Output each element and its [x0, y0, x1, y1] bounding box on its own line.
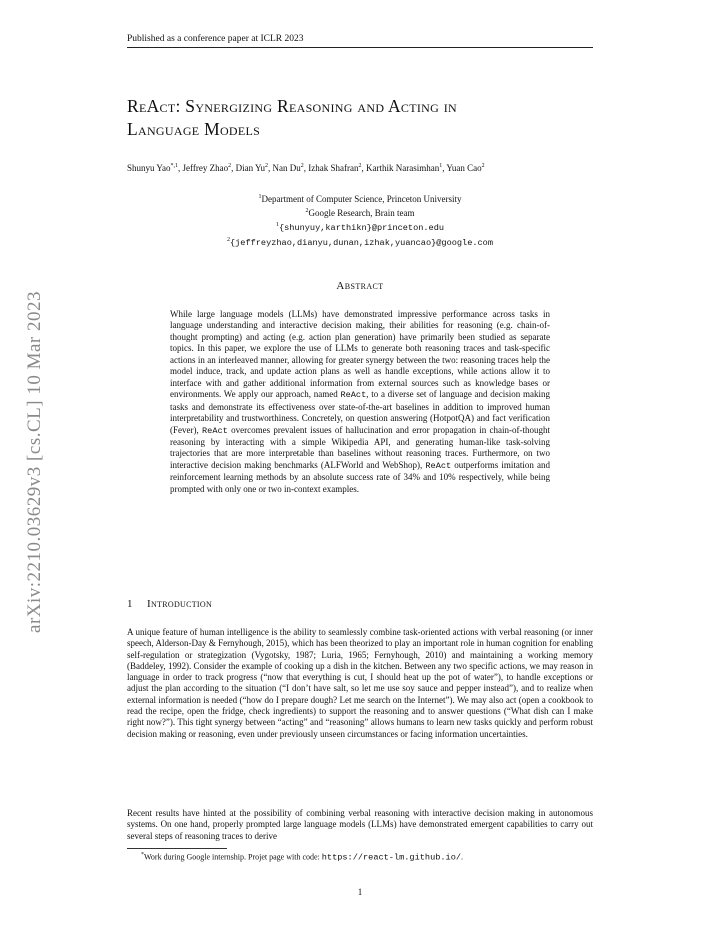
affiliation-princeton: $^1$Department of Computer Science, Princeton University	[258, 194, 462, 204]
project-link[interactable]: https://react-lm.github.io/	[321, 852, 462, 863]
intro-paragraph-1: A unique feature of human intelligence is the ability to seamlessly combine task-oriented actions with verbal reasoning (or inner speech, Alderson-Day & Fernyhough, 2015), which has been theorized to play an important role in human cognition for enabling self-regulation or strategization (Vygotsky, 1987; Luria, 1965; Fernyhough, 2010) and maintaining a working memory (Baddeley, 1992). Consider the example of cooking up a dish in the kitchen. Between any two specific actions, we may reason in language in order to track progress (“now that everything is cut, I should heat up the pot of water”), to handle exceptions or adjust the plan according to the situation (“I don’t have salt, so let me use soy sauce and pepper instead”), and to realize when external information is needed (“how do I prepare dough? Let me search on the Internet”). We may also act (open a cookbook to read the recipe, open the fridge, check ingredients) to support the reasoning and to answer questions (“What dish can I make right now?”). This tight synergy between “acting” and “reasoning” allows humans to learn new tasks quickly and perform robust decision making or reasoning, even under previously unseen circumstances or facing information uncertainties.	[127, 627, 593, 739]
react-code: ReAct	[202, 425, 228, 436]
author: Karthik Narasimhan$^1$	[365, 163, 443, 173]
running-header: Published as a conference paper at ICLR 2023	[127, 34, 593, 48]
author: Yuan Cao$^2$	[446, 163, 485, 173]
section-number: 1	[127, 598, 133, 610]
author: Nan Du$^2$	[272, 163, 304, 173]
title-line-2: Language Models	[127, 119, 261, 139]
title-line-1: ReAct: Synergizing Reasoning and Acting in	[127, 96, 458, 116]
footnote: *Work during Google internship. Projet page with code: https://react-lm.github.io/.	[141, 852, 464, 863]
page-number: 1	[357, 887, 363, 897]
abstract-heading: Abstract	[336, 280, 384, 292]
react-code: ReAct	[425, 460, 452, 471]
arxiv-stamp-text: arXiv:2210.03629v3 [cs.CL] 10 Mar 2023	[24, 291, 45, 633]
react-code: ReAct	[340, 390, 367, 401]
author: Izhak Shafran$^2$	[308, 163, 362, 173]
author-list: Shunyu Yao$^{*,1}$, Jeffrey Zhao$^2$, Dian Yu$^2$, Nan Du$^2$, Izhak Shafran$^2$, Karthik Narasimhan$^1$, Yuan Cao$^2$	[127, 163, 485, 173]
author: Shunyu Yao$^{*,1}$	[127, 163, 179, 173]
email-google: $^2${jeffreyzhao,dianyu,dunan,izhak,yuancao}@google.com	[226, 237, 493, 248]
footnote-rule	[127, 848, 227, 849]
affiliation-google: $^2$Google Research, Brain team	[305, 208, 415, 218]
paper-title	[127, 95, 597, 141]
author: Jeffrey Zhao$^2$	[182, 163, 232, 173]
author: Dian Yu$^2$	[235, 163, 268, 173]
abstract-body: While large language models (LLMs) have demonstrated impressive performance across tasks in language understanding and interactive decision making, their abilities for reasoning (e.g. chain-of-thought prompting) and acting (e.g. action plan generation) have primarily been studied as separate topics. In this paper, we explore the use of LLMs to generate both reasoning traces and task-specific actions in an interleaved manner, allowing for greater synergy between the two: reasoning traces help the model induce, track, and update action plans as well as handle exceptions, while actions allow it to interface with and gather additional information from external sources such as knowledge bases or environments. We apply our approach, named ReAct, to a diverse set of language and decision making tasks and demonstrate its effectiveness over state-of-the-art baselines in addition to improved human interpretability and trustworthiness. Concretely, on question answering (HotpotQA) and fact verification (Fever), ReAct overcomes prevalent issues of hallucination and error propagation in chain-of-thought reasoning by interacting with a simple Wikipedia API, and generating human-like task-solving trajectories that are more interpretable than baselines without reasoning traces. Furthermore, on two interactive decision making benchmarks (ALFWorld and WebShop), ReAct outperforms imitation and reinforcement learning methods by an absolute success rate of 34% and 10% respectively, while being prompted with only one or two in-context examples.	[170, 309, 550, 494]
section-heading-introduction	[127, 598, 212, 610]
email-princeton: $^1${shunyuy,karthikn}@princeton.edu	[275, 222, 445, 233]
intro-paragraph-2: Recent results have hinted at the possibility of combining verbal reasoning with interactive decision making in autonomous systems. On one hand, properly prompted large language models (LLMs) have demonstrated emergent capabilities to carry out several steps of reasoning traces to derive	[127, 808, 593, 841]
section-title: Introduction	[147, 598, 213, 610]
affiliations	[127, 191, 593, 249]
